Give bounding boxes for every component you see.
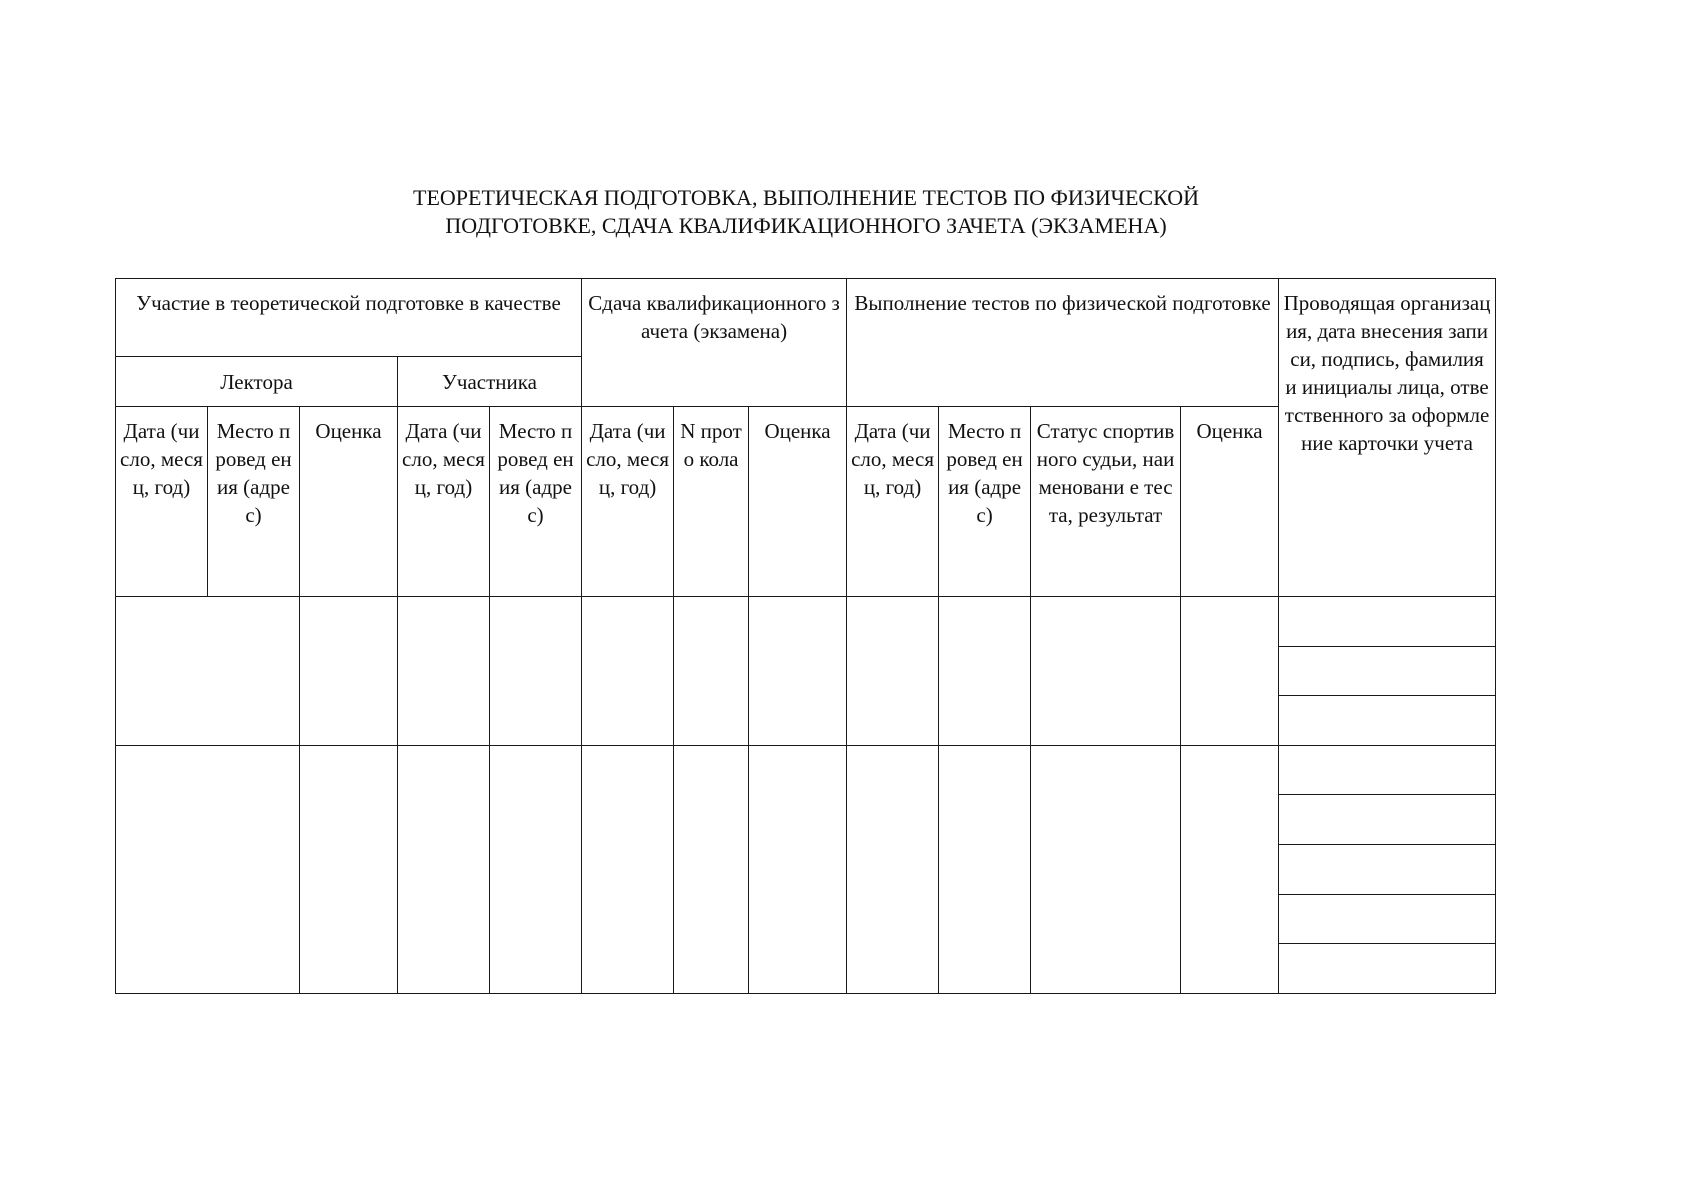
record-1-row-1 <box>116 597 1496 647</box>
record-2-cell-lecturer-grade <box>300 745 398 993</box>
col-lecturer-date: Дата (число, месяц, год) <box>116 407 208 597</box>
group-physical-header: Выполнение тестов по физической подготовке <box>847 279 1279 407</box>
record-2-org-line-2 <box>1279 795 1496 845</box>
record-2-org-line-5 <box>1279 944 1496 994</box>
record-1-org-line-3 <box>1279 696 1496 746</box>
col-lecturer-grade: Оценка <box>300 407 398 597</box>
col-physical-place: Место провед ения (адрес) <box>939 407 1031 597</box>
record-card-table <box>115 278 1496 994</box>
group-exam-header: Сдача квалификационного зачета (экзамена) <box>582 279 847 407</box>
record-1-org-line-1 <box>1279 597 1496 647</box>
record-1-cell-physical-date <box>847 597 939 746</box>
record-1-cell-participant-date <box>398 597 490 746</box>
subgroup-participant-header: Участника <box>398 357 582 407</box>
group-organization-header: Проводящая организация, дата внесения записи, подпись, фамилия и инициалы лица, ответственного за оформление карточки учета <box>1279 279 1496 597</box>
record-1-cell-physical-place <box>939 597 1031 746</box>
col-exam-grade: Оценка <box>749 407 847 597</box>
record-2-cell-exam-grade <box>749 745 847 993</box>
record-1-cell-physical-status <box>1031 597 1181 746</box>
title-line-2: ПОДГОТОВКЕ, СДАЧА КВАЛИФИКАЦИОННОГО ЗАЧЕТА (ЭКЗАМЕНА) <box>445 213 1167 238</box>
col-physical-status: Статус спортивного судьи, наименовани е теста, результат <box>1031 407 1181 597</box>
record-2-cell-exam-protocol <box>674 745 749 993</box>
record-1-org-line-2 <box>1279 646 1496 696</box>
col-exam-protocol: N прото кола <box>674 407 749 597</box>
col-participant-date: Дата (число, месяц, год) <box>398 407 490 597</box>
col-physical-grade: Оценка <box>1181 407 1279 597</box>
record-2-row-1 <box>116 745 1496 795</box>
page-title <box>115 184 1497 240</box>
record-card-table-wrapper <box>115 278 1495 992</box>
record-2-cell-physical-grade <box>1181 745 1279 993</box>
record-2-cell-exam-date <box>582 745 674 993</box>
record-1-cell-lecturer-date-place <box>116 597 300 746</box>
col-exam-date: Дата (число, месяц, год) <box>582 407 674 597</box>
col-participant-place: Место провед ения (адрес) <box>490 407 582 597</box>
col-lecturer-place: Место провед ения (адрес) <box>208 407 300 597</box>
col-physical-date: Дата (число, месяц, год) <box>847 407 939 597</box>
record-1-cell-exam-date <box>582 597 674 746</box>
subgroup-lecturer-header: Лектора <box>116 357 398 407</box>
header-row-groups <box>116 279 1496 357</box>
record-2-org-line-3 <box>1279 844 1496 894</box>
record-2-cell-physical-place <box>939 745 1031 993</box>
record-1-cell-participant-place <box>490 597 582 746</box>
title-line-1: ТЕОРЕТИЧЕСКАЯ ПОДГОТОВКА, ВЫПОЛНЕНИЕ ТЕСТОВ ПО ФИЗИЧЕСКОЙ <box>413 185 1199 210</box>
record-2-cell-physical-status <box>1031 745 1181 993</box>
record-2-cell-participant-place <box>490 745 582 993</box>
record-2-cell-physical-date <box>847 745 939 993</box>
record-1-cell-lecturer-grade <box>300 597 398 746</box>
record-1-cell-exam-protocol <box>674 597 749 746</box>
record-2-org-line-4 <box>1279 894 1496 944</box>
record-2-org-line-1 <box>1279 745 1496 795</box>
record-1-cell-physical-grade <box>1181 597 1279 746</box>
record-2-cell-lecturer-date-place <box>116 745 300 993</box>
record-2-cell-participant-date <box>398 745 490 993</box>
record-1-cell-exam-grade <box>749 597 847 746</box>
group-theory-header: Участие в теоретической подготовке в качестве <box>116 279 582 357</box>
